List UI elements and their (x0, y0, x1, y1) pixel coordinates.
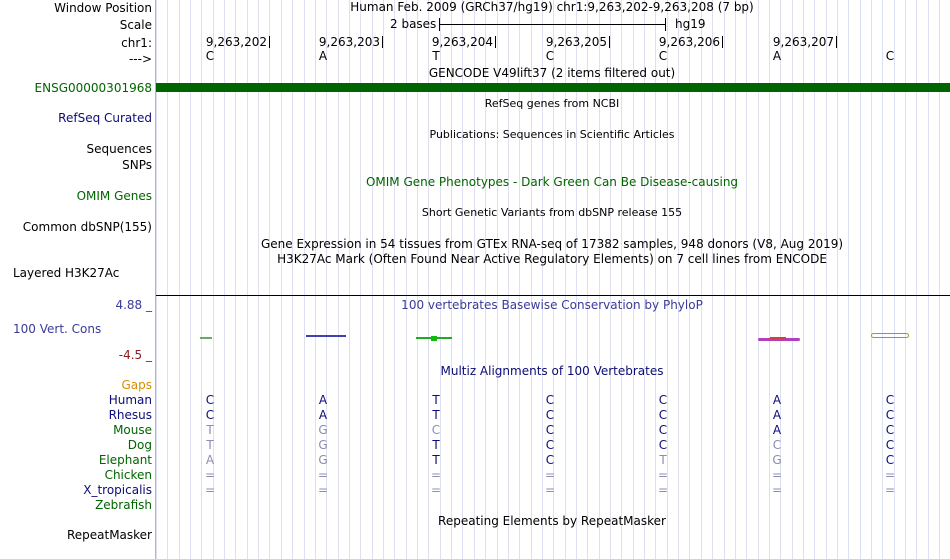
alignment-base: A (205, 453, 215, 467)
alignment-base: A (318, 408, 328, 422)
alignment-base: C (545, 423, 555, 437)
species-label[interactable]: Mouse (113, 423, 152, 437)
publications-track-title[interactable]: Publications: Sequences in Scientific Articles (429, 128, 675, 141)
cons-mark-4b (770, 337, 786, 339)
alignment-base: A (318, 393, 328, 407)
reference-base: A (772, 49, 782, 63)
alignment-base: G (318, 423, 328, 437)
species-label[interactable]: Chicken (104, 468, 152, 482)
alignment-base: = (657, 468, 669, 482)
ruler-tick (836, 36, 837, 48)
track-image-area[interactable] (156, 0, 950, 559)
alignment-base: C (772, 438, 782, 452)
reference-base: A (318, 49, 328, 63)
alignment-base: C (885, 393, 895, 407)
alignment-base: C (885, 438, 895, 452)
species-label[interactable]: Dog (127, 438, 152, 452)
alignment-base: C (658, 438, 668, 452)
alignment-base: C (545, 408, 555, 422)
alignment-row (156, 438, 950, 453)
alignment-base: C (885, 423, 895, 437)
species-label[interactable]: Elephant (98, 453, 152, 467)
strand-label: ---> (128, 52, 152, 66)
alignment-base: T (206, 438, 214, 452)
alignment-base: T (206, 423, 214, 437)
alignment-base: A (772, 423, 782, 437)
ruler-tick (609, 36, 610, 48)
scale-bar-right-tick (665, 18, 666, 31)
gaps-label[interactable]: Gaps (121, 378, 152, 392)
alignment-base: = (204, 483, 216, 497)
omim-track-label[interactable]: OMIM Genes (76, 189, 152, 203)
window-position-label: Window Position (54, 1, 152, 15)
alignment-base: C (205, 393, 215, 407)
alignment-base: C (658, 393, 668, 407)
scale-label: Scale (119, 18, 152, 32)
alignment-base: = (544, 468, 556, 482)
alignment-base: T (432, 393, 440, 407)
track-label-column (0, 0, 154, 559)
ruler-tick (495, 36, 496, 48)
scale-bar-left-tick (439, 18, 440, 31)
species-label[interactable]: Human (108, 393, 152, 407)
alignment-row (156, 498, 950, 513)
snps-track-label[interactable]: SNPs (122, 158, 152, 172)
sequences-track-label[interactable]: Sequences (86, 142, 152, 156)
gencode-track-title[interactable]: GENCODE V49lift37 (2 items filtered out) (428, 66, 676, 80)
reference-base: C (205, 49, 215, 63)
reference-base: T (432, 49, 440, 63)
alignment-base: = (430, 483, 442, 497)
reference-base: C (545, 49, 555, 63)
ruler-position-label: 9,263,205 (545, 35, 607, 49)
alignment-base: = (317, 483, 329, 497)
alignment-base: G (318, 453, 328, 467)
gtex-track-title[interactable]: Gene Expression in 54 tissues from GTEx RNA-seq of 17382 samples, 948 donors (V8, Aug 2019) (260, 237, 844, 251)
repeatmasker-track-label[interactable]: RepeatMasker (66, 528, 152, 542)
alignment-row (156, 393, 950, 408)
alignment-row (156, 483, 950, 498)
alignment-base: C (205, 408, 215, 422)
alignment-base: = (771, 483, 783, 497)
alignment-base: T (432, 408, 440, 422)
ruler-tick (722, 36, 723, 48)
h3k27ac-track-label[interactable]: Layered H3K27Ac (13, 266, 120, 280)
chrom-label: chr1: (121, 36, 152, 50)
gencode-item-label[interactable]: ENSG00000301968 (34, 81, 152, 95)
ruler-position-label: 9,263,202 (205, 35, 267, 49)
ruler-tick (269, 36, 270, 48)
alignment-base: C (431, 423, 441, 437)
cons-max-label: 4.88 _ (115, 298, 152, 312)
cons-mark-5 (871, 333, 909, 338)
alignment-base: A (772, 408, 782, 422)
alignment-base: G (772, 453, 782, 467)
cons-track-label[interactable]: 100 Vert. Cons (13, 322, 102, 336)
species-label[interactable]: X_tropicalis (83, 483, 152, 497)
scale-bar (439, 24, 666, 25)
alignment-base: = (430, 468, 442, 482)
dbsnp-track-title[interactable]: Short Genetic Variants from dbSNP release 155 (421, 206, 683, 219)
alignment-base: = (317, 468, 329, 482)
db-text: hg19 (675, 17, 706, 31)
alignment-base: = (657, 483, 669, 497)
multiz-track-title[interactable]: Multiz Alignments of 100 Vertebrates (440, 364, 664, 378)
alignment-base: T (659, 453, 667, 467)
cons-track-title[interactable]: 100 vertebrates Basewise Conservation by PhyloP (401, 298, 703, 312)
alignment-base: = (544, 483, 556, 497)
alignment-base: C (545, 453, 555, 467)
alignment-row (156, 453, 950, 468)
alignment-base: C (885, 408, 895, 422)
cons-mark-1 (200, 337, 212, 339)
species-label[interactable]: Zebrafish (95, 498, 152, 512)
scale-text: 2 bases (390, 17, 437, 31)
cons-min-label: -4.5 _ (118, 348, 152, 362)
alignment-base: C (545, 438, 555, 452)
alignment-base: = (884, 468, 896, 482)
reference-base: C (885, 49, 895, 63)
alignment-base: = (771, 468, 783, 482)
alignment-base: C (658, 408, 668, 422)
omim-track-title[interactable]: OMIM Gene Phenotypes - Dark Green Can Be Disease-causing (365, 175, 739, 189)
gencode-gene-bar[interactable] (156, 83, 950, 92)
alignment-base: A (772, 393, 782, 407)
alignment-base: = (884, 483, 896, 497)
species-label[interactable]: Rhesus (108, 408, 152, 422)
alignment-row (156, 408, 950, 423)
alignment-base: G (318, 438, 328, 452)
alignment-base: C (545, 393, 555, 407)
assembly-position-text: Human Feb. 2009 (GRCh37/hg19) chr1:9,263,202-9,263,208 (7 bp) (350, 0, 754, 14)
h3k27ac-baseline (156, 295, 950, 296)
cons-mark-2 (306, 335, 346, 337)
ruler-tick (382, 36, 383, 48)
alignment-row (156, 468, 950, 483)
reference-base: C (658, 49, 668, 63)
refseq-track-label[interactable]: RefSeq Curated (58, 111, 152, 125)
cons-mark-3b (431, 336, 437, 341)
alignment-base: C (658, 423, 668, 437)
ruler-position-label: 9,263,203 (318, 35, 380, 49)
ruler-position-label: 9,263,206 (658, 35, 720, 49)
refseq-track-title[interactable]: RefSeq genes from NCBI (484, 97, 620, 110)
alignment-row (156, 423, 950, 438)
alignment-base: T (432, 453, 440, 467)
repeatmasker-track-title[interactable]: Repeating Elements by RepeatMasker (438, 514, 666, 528)
dbsnp-track-label[interactable]: Common dbSNP(155) (22, 220, 152, 234)
alignment-base: = (204, 468, 216, 482)
ruler-position-label: 9,263,204 (431, 35, 493, 49)
ruler-position-label: 9,263,207 (772, 35, 834, 49)
alignment-base: T (432, 438, 440, 452)
alignment-base: C (885, 453, 895, 467)
h3k27ac-track-title[interactable]: H3K27Ac Mark (Often Found Near Active Regulatory Elements) on 7 cell lines from ENCODE (277, 252, 827, 266)
